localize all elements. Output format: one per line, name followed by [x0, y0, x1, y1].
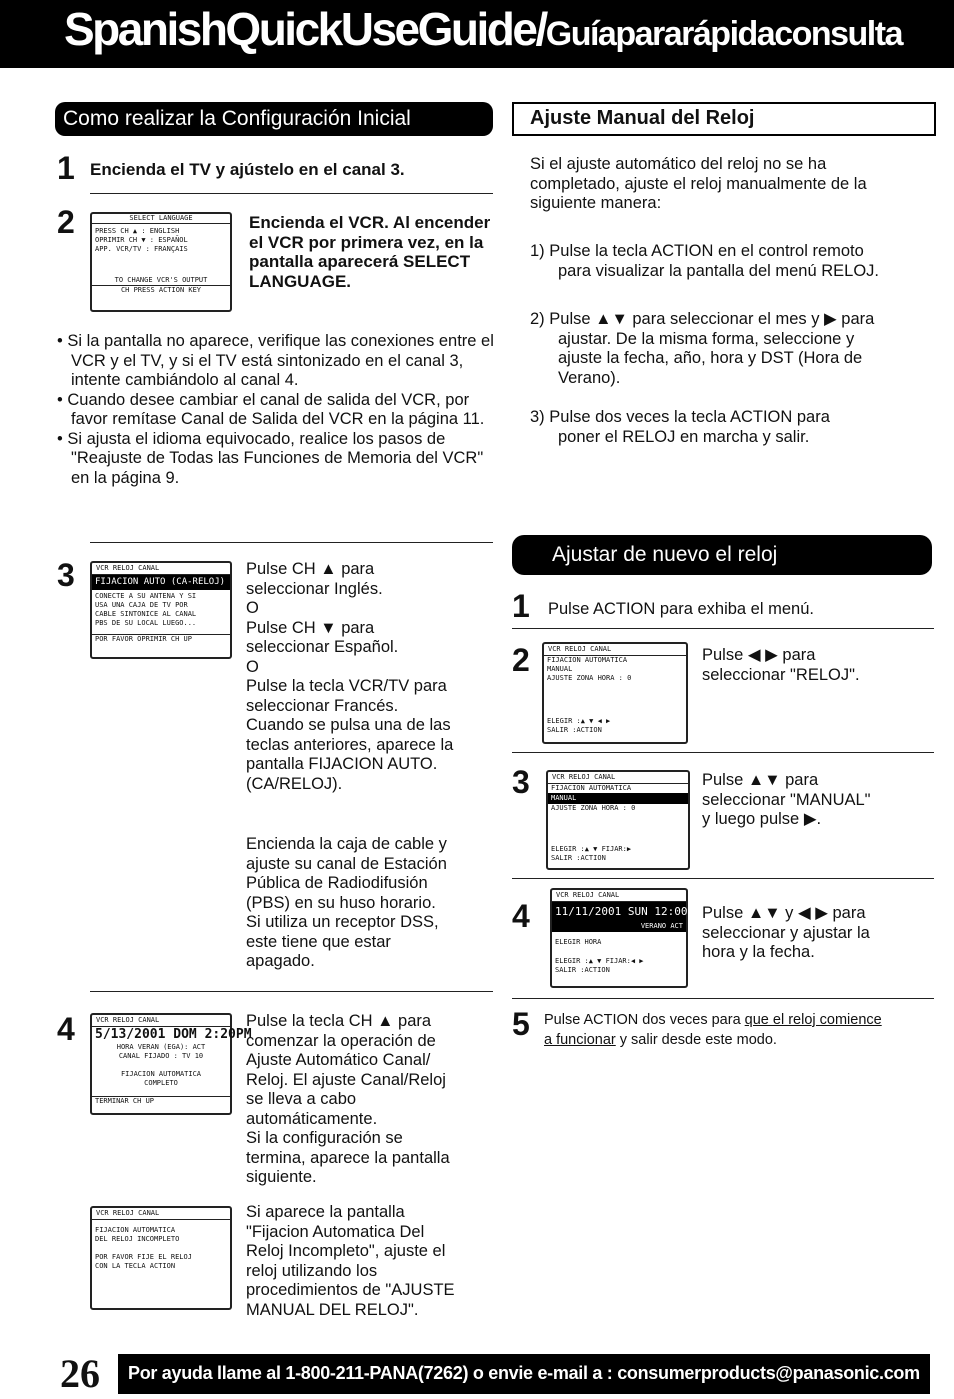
- screen-tabs: VCR RELOJ CANAL: [552, 890, 686, 902]
- note-text: Cuando desee cambiar el canal de salida del VCR, por favor remítase Canal de Salida del VCR en la página 11.: [67, 390, 485, 428]
- fijacion-incompleto-screen: [90, 1206, 232, 1310]
- screen-footer: SALIR :ACTION: [551, 854, 606, 862]
- text-line: poner el RELOJ en marcha y salir.: [558, 427, 810, 446]
- reset-step2-text: [702, 646, 932, 685]
- text-line: Pulse la tecla CH ▲ para: [246, 1012, 432, 1030]
- screen-line: APP. VCR/TV : FRANÇAIS: [95, 245, 188, 253]
- screen-subtitle: VERANO ACT: [552, 921, 686, 932]
- text-line: este tiene que estar: [246, 932, 391, 951]
- underlined-text: que el reloj comience: [744, 1012, 882, 1028]
- screen-line: CON LA TECLA ACTION: [95, 1262, 176, 1270]
- help-footer-text: Por ayuda llame al 1-800-211-PANA(7262) o envie e-mail a : consumerproducts@panasonic.com: [128, 1363, 920, 1383]
- text-line: Pulse la tecla ACTION en el control remoto: [549, 242, 864, 260]
- screen-footer: POR FAVOR OPRIMIR CH UP: [92, 634, 230, 644]
- item-number: 1): [530, 242, 545, 260]
- initial-setup-title: [55, 102, 493, 136]
- text-line: seleccionar Francés.: [246, 696, 399, 715]
- divider: [512, 998, 934, 999]
- manual-item-1: [530, 242, 942, 281]
- divider: [512, 752, 934, 753]
- fijacion-auto-screen: [90, 561, 232, 659]
- text-line: seleccionar "RELOJ".: [702, 665, 860, 684]
- item-number: 3): [530, 408, 545, 426]
- screen-footer: TO CHANGE VCR'S OUTPUT: [114, 276, 208, 284]
- text-line: O: [246, 657, 259, 676]
- manual-clock-title-text: Ajuste Manual del Reloj: [530, 107, 755, 129]
- note-item: • Si ajusta el idioma equivocado, realice los pasos de "Reajuste de Todas las Funciones de Memoria del VCR" en la página 9.: [57, 429, 484, 487]
- screen-spacer: [92, 1244, 230, 1253]
- divider: [90, 193, 493, 194]
- text-line: seleccionar Español.: [246, 638, 399, 656]
- text-line: pantalla FIJACION AUTO.: [246, 755, 438, 773]
- screen-line: PBS DE SU LOCAL LUEGO...: [95, 619, 197, 627]
- step4-number: 4: [57, 1011, 75, 1047]
- reset-step3-number: 3: [512, 764, 530, 800]
- screen-line: AJUSTE ZONA HORA : 0: [551, 804, 636, 812]
- text-line: ajustar. De la misma forma, seleccione y: [558, 329, 855, 348]
- text-part: y salir desde este modo.: [615, 1031, 777, 1048]
- step1-text: Encienda el TV y ajústelo en el canal 3.: [90, 160, 405, 179]
- underlined-text: a funcionar: [544, 1031, 616, 1048]
- text-line: termina, aparece la pantalla: [246, 1148, 450, 1167]
- text-line: Pulse ▲▼ para: [702, 771, 819, 789]
- text-line: Verano).: [558, 368, 621, 387]
- screen-line: POR FAVOR FIJE EL RELOJ: [95, 1253, 192, 1261]
- reset-clock-title-text: Ajustar de nuevo el reloj: [552, 543, 778, 566]
- step3-cable-text: [246, 835, 496, 972]
- screen-highlight: MANUAL: [548, 793, 688, 804]
- help-footer-bar: [118, 1354, 930, 1394]
- reset-step4-number: 4: [512, 898, 530, 934]
- note-item: • Cuando desee cambiar el canal de salida del VCR, por favor remítase Canal de Salida del VCR en la página 11.: [57, 390, 485, 428]
- screen-tabs: VCR RELOJ CANAL: [92, 1015, 230, 1027]
- notes-list: [57, 332, 494, 488]
- screen-line: HORA VERAN (EGA): ACT: [116, 1043, 206, 1051]
- text-line: hora y la fecha.: [702, 943, 815, 961]
- reset-step3-text: [702, 771, 932, 830]
- text-line: siguiente.: [246, 1168, 317, 1186]
- text-line: Pulse CH ▲ para: [246, 560, 375, 578]
- screen-footer: ELEGIR :▲ ▼ ◀ ▶: [547, 717, 611, 725]
- screen-line: FIJACION AUTOMATICA: [120, 1070, 202, 1078]
- text-line: y luego pulse ▶.: [702, 810, 822, 828]
- screen-title: SELECT LANGUAGE: [92, 214, 230, 224]
- text-line: apagado.: [246, 952, 315, 970]
- screen-footer: SALIR :ACTION: [555, 966, 610, 974]
- text-line: Pública de Radiodifusión: [246, 874, 428, 892]
- divider: [512, 878, 934, 879]
- reloj-menu-screen: [542, 642, 688, 744]
- reset-clock-title: [512, 535, 932, 575]
- divider: [512, 628, 934, 629]
- text-line: (CA/RELOJ).: [246, 774, 343, 793]
- text-line: (PBS) en su huso horario.: [246, 893, 436, 912]
- text-line: Pulse ◀ ▶ para: [702, 646, 816, 664]
- step4-text: [246, 1012, 496, 1188]
- screen-line: AJUSTE ZONA HORA : 0: [547, 674, 632, 682]
- screen-line: FIJACION AUTOMATICA: [547, 656, 628, 664]
- screen-title: 11/11/2001 SUN 12:00PM: [552, 902, 686, 921]
- initial-setup-title-text: Como realizar la Configuración Inicial: [63, 107, 411, 130]
- screen-footer: ELEGIR :▲ ▼ FIJAR:▶: [551, 845, 632, 853]
- screen-line: CONECTE A SU ANTENA Y SI: [95, 592, 197, 600]
- screen-line: PRESS CH ▲ : ENGLISH: [95, 227, 180, 235]
- list-item: [530, 242, 942, 262]
- text-line: Si utiliza un receptor DSS,: [246, 913, 439, 931]
- reset-step2-number: 2: [512, 642, 530, 678]
- header-title: [64, 2, 902, 56]
- text-line: Pulse la tecla VCR/TV para: [246, 677, 447, 695]
- manual-item-3: [530, 408, 942, 447]
- header-title-main: SpanishQuickUseGuide/: [64, 3, 546, 55]
- text-line: Reloj. El ajuste Canal/Reloj: [246, 1070, 446, 1089]
- screen-footer: CH PRESS ACTION KEY: [92, 285, 230, 295]
- text-line: Pulse CH ▼ para: [246, 618, 375, 637]
- fijacion-completo-screen: [90, 1013, 252, 1115]
- step2-text: Encienda el VCR. Al encender el VCR por primera vez, en la pantalla aparecerá SELECT LANGUAGE.: [249, 213, 491, 291]
- reset-step1-text: Pulse ACTION para exhiba el menú.: [548, 600, 814, 618]
- header-title-sub: Guíapararápidaconsulta: [545, 15, 902, 53]
- text-line: [544, 1011, 939, 1031]
- screen-footer: ELEGIR :▲ ▼ FIJAR:◀ ▶: [555, 957, 644, 965]
- list-item: [530, 408, 942, 428]
- note-text: Si la pantalla no aparece, verifique las conexiones entre el VCR y el TV, y si el TV está sintonizado en el canal 3, intente cambiándolo al canal 4.: [67, 332, 494, 389]
- text-line: "Fijacion Automatica Del: [246, 1222, 425, 1241]
- text-line: completado, ajuste el reloj manualmente de la: [530, 174, 867, 193]
- text-part: Pulse ACTION dos veces para: [544, 1012, 745, 1028]
- reset-step5-text: [544, 1011, 939, 1050]
- step3-text: [246, 560, 496, 794]
- screen-title: 5/13/2001 DOM 2:20PM: [95, 1027, 252, 1042]
- text-line: Ajuste Automático Canal/: [246, 1051, 431, 1069]
- step3-number: 3: [57, 557, 75, 593]
- text-line: reloj utilizando los: [246, 1261, 378, 1280]
- step2-number: 2: [57, 204, 75, 240]
- text-line: ajuste su canal de Estación: [246, 854, 447, 873]
- text-line: seleccionar "MANUAL": [702, 790, 871, 809]
- step1-number: 1: [57, 150, 75, 186]
- manual-menu-screen: [546, 770, 690, 870]
- screen-line: OPRIMIR CH ▼ : ESPAÑOL: [95, 236, 188, 244]
- text-line: Cuando se pulsa una de las: [246, 716, 451, 734]
- text-line: Si la configuración se: [246, 1129, 403, 1147]
- text-line: se lleva a cabo: [246, 1090, 357, 1108]
- text-line: procedimientos de "AJUSTE: [246, 1281, 455, 1299]
- screen-line: ELEGIR HORA: [555, 938, 602, 946]
- manual-clock-title: [512, 102, 936, 136]
- page-number: 26: [60, 1351, 100, 1396]
- incomplete-text: [246, 1203, 496, 1320]
- text-line: para visualizar la pantalla del menú RELOJ.: [558, 261, 880, 280]
- text-line: Pulse ▲▼ y ◀ ▶ para: [702, 904, 866, 922]
- reset-step5-number: 5: [512, 1006, 530, 1042]
- page-header: [0, 0, 954, 68]
- screen-line: CABLE SINTONICE AL CANAL: [95, 610, 197, 618]
- screen-line: COMPLETO: [144, 1079, 178, 1087]
- screen-footer: SALIR :ACTION: [547, 726, 602, 734]
- text-line: seleccionar Inglés.: [246, 579, 383, 598]
- screen-line: MANUAL: [547, 665, 573, 673]
- screen-line: CANAL FIJADO : TV 10: [118, 1052, 204, 1060]
- clock-set-screen: [550, 888, 701, 988]
- text-line: seleccionar y ajustar la: [702, 923, 870, 942]
- text-line: MANUAL DEL RELOJ".: [246, 1300, 419, 1319]
- item-number: 2): [530, 310, 545, 328]
- text-line: Reloj Incompleto", ajuste el: [246, 1242, 446, 1260]
- text-line: siguiente manera:: [530, 194, 662, 212]
- text-line: Encienda la caja de cable y: [246, 835, 447, 853]
- note-item: • Si la pantalla no aparece, verifique las conexiones entre el VCR y el TV, y si el TV está sintonizado en el canal 3, intente cambiándolo al canal 4.: [57, 332, 494, 389]
- screen-tabs: VCR RELOJ CANAL: [92, 1208, 230, 1220]
- screen-tabs: VCR RELOJ CANAL: [548, 772, 688, 784]
- text-line: O: [246, 599, 259, 617]
- screen-tabs: VCR RELOJ CANAL: [92, 563, 230, 575]
- divider: [90, 991, 493, 992]
- screen-line: USA UNA CAJA DE TV POR: [95, 601, 188, 609]
- screen-line: DEL RELOJ INCOMPLETO: [95, 1235, 180, 1243]
- text-line: Si aparece la pantalla: [246, 1203, 405, 1221]
- screen-footer: TERMINAR CH UP: [92, 1096, 230, 1106]
- screen-spacer: [92, 1061, 230, 1070]
- manual-intro: [530, 155, 940, 214]
- text-line: automáticamente.: [246, 1109, 378, 1128]
- list-item: [530, 310, 942, 330]
- reset-step4-text: [702, 904, 932, 963]
- screen-tabs: VCR RELOJ CANAL: [544, 644, 686, 656]
- reset-step1-number: 1: [512, 588, 530, 624]
- text-line: Pulse dos veces la tecla ACTION para: [549, 408, 830, 426]
- select-language-screen: [90, 212, 232, 312]
- note-text: Si ajusta el idioma equivocado, realice los pasos de "Reajuste de Todas las Funciones de Memoria del VCR" en la página 9.: [67, 429, 484, 487]
- manual-item-2: [530, 310, 942, 388]
- text-line: comenzar la operación de: [246, 1031, 436, 1050]
- text-line: [544, 1031, 939, 1051]
- divider: [90, 542, 493, 543]
- text-line: Pulse ▲▼ para seleccionar el mes y ▶ para: [549, 310, 875, 328]
- screen-line: FIJACION AUTOMATICA: [551, 784, 632, 792]
- text-line: ajuste la fecha, año, hora y DST (Hora de: [558, 349, 863, 367]
- screen-title: FIJACION AUTO (CA-RELOJ): [92, 575, 230, 590]
- text-line: Si el ajuste automático del reloj no se ha: [530, 155, 827, 173]
- text-line: teclas anteriores, aparece la: [246, 735, 454, 754]
- screen-line: FIJACION AUTOMATICA: [95, 1226, 176, 1234]
